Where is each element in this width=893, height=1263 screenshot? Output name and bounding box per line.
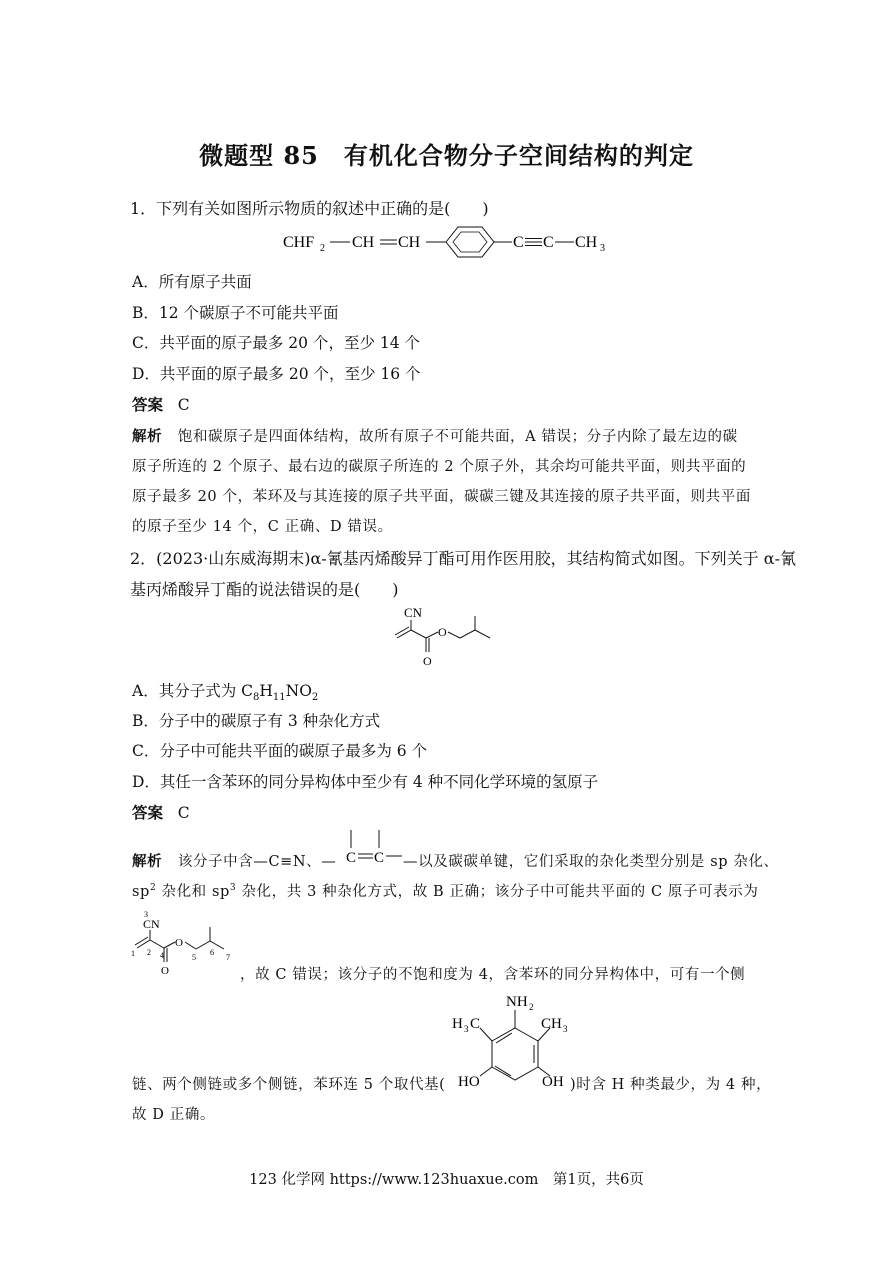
q2-option-a-no: NO [285, 682, 312, 700]
q2-option-c: C．分子中可能共平面的碳原子最多为 6 个 [132, 742, 428, 760]
q2-analysis-line-5: 故 D 正确。 [132, 1107, 216, 1123]
question-1-stem: 1．下列有关如图所示物质的叙述中正确的是( ) [130, 199, 489, 218]
numbered-cn-label: CN [143, 917, 160, 931]
svg-text:2: 2 [147, 948, 151, 957]
ch-label-2: CH [398, 234, 421, 251]
q2-option-a [132, 679, 318, 703]
q2-analysis-mid: 杂化和 sp [156, 884, 230, 900]
oh-label: OH [542, 1074, 564, 1090]
q2-analysis-sp2: sp [132, 884, 150, 900]
question-2-structure [390, 600, 510, 670]
nh2-label: NH [506, 994, 528, 1010]
q2-analysis-line-4a: 链、两个侧链或多个侧链，苯环连 5 个取代基( [132, 1077, 446, 1093]
svg-text:4: 4 [160, 951, 164, 960]
question-2-stem-line-1: 2．(2023·山东威海期末)α-氰基丙烯酸异丁酯可用作医用胶，其结构简式如图。下列关于 α-氰 [130, 549, 796, 568]
chf-label: CHF [283, 234, 315, 251]
q1-answer [132, 393, 190, 415]
q2-analysis-text-1b: —以及碳碳单键，它们采取的杂化类型分别是 sp 杂化、 [403, 854, 779, 870]
svg-text:5: 5 [192, 953, 196, 962]
inline-alkene-fragment [330, 828, 410, 872]
ch3-subscript: 3 [600, 243, 605, 254]
q2-answer-label: 答案 [132, 803, 164, 822]
q1-option-d: D．共平面的原子最多 20 个，至少 16 个 [132, 365, 421, 383]
numbered-carbon-structure [128, 908, 240, 980]
q2-answer-value: C [177, 804, 190, 822]
q2-analysis-line-4b: )时含 H 种类最少，为 4 种， [570, 1077, 772, 1093]
ch3-right-subscript: 3 [563, 1024, 568, 1034]
q2-analysis-line-1 [132, 850, 336, 871]
q2-option-a-h-count: 11 [272, 692, 286, 704]
alkene-c-2: C [374, 850, 385, 866]
q1-analysis-line-4: 的原子至少 14 个，C 正确、D 错误。 [132, 519, 393, 535]
q2-option-a-prefix: A．其分子式为 C [132, 682, 253, 700]
question-1-structure [280, 222, 620, 262]
chf-subscript: 2 [320, 243, 325, 254]
substituted-benzene-structure [450, 988, 590, 1094]
svg-text:1: 1 [131, 949, 135, 958]
c-label-2: C [543, 234, 554, 251]
q1-option-a: A．所有原子共面 [132, 273, 252, 291]
cn-label: CN [404, 605, 423, 620]
q2-analysis-line-2 [132, 880, 759, 901]
q1-analysis-line-2: 原子所连的 2 个原子、最右边的碳原子所连的 2 个原子外，其余均可能共平面，则共平面的 [132, 459, 747, 475]
page-footer: 123 化学网 https://www.123huaxue.com 第1页，共6页 [249, 1172, 644, 1188]
q1-answer-value: C [177, 396, 190, 414]
page-title: 微题型 85 有机化合物分子空间结构的判定 [199, 141, 694, 170]
q1-option-c: C．共平面的原子最多 20 个，至少 14 个 [132, 334, 421, 352]
question-2-stem-line-2: 基丙烯酸异丁酯的说法错误的是( ) [130, 580, 399, 599]
q2-option-a-o-count: 2 [311, 692, 319, 704]
q2-option-b: B．分子中的碳原子有 3 种杂化方式 [132, 712, 381, 730]
q2-option-d: D．其任一含苯环的同分异构体中至少有 4 种不同化学环境的氢原子 [132, 773, 599, 791]
svg-text:6: 6 [210, 948, 214, 957]
nh2-subscript: 2 [529, 1002, 534, 1012]
q2-answer [132, 801, 190, 823]
svg-text:3: 3 [144, 910, 148, 919]
carbonyl-o-label: O [423, 654, 432, 668]
ester-o-label: O [438, 625, 447, 639]
ho-label: HO [458, 1074, 480, 1090]
svg-text:7: 7 [226, 953, 230, 962]
q2-analysis-sup-2: 2 [149, 883, 157, 894]
q1-analysis-label: 解析 [132, 428, 163, 445]
alkene-c-1: C [346, 850, 357, 866]
h3c-subscript: 3 [464, 1024, 469, 1034]
q1-option-b: B．12 个碳原子不可能共平面 [132, 304, 339, 322]
q1-analysis-text-1: 饱和碳原子是四面体结构，故所有原子不可能共面，A 错误；分子内除了最左边的碳 [177, 429, 738, 445]
c-label-1: C [513, 234, 524, 251]
q2-analysis-rest: 杂化，共 3 种杂化方式，故 B 正确；该分子中可能共平面的 C 原子可表示为 [236, 884, 759, 900]
q2-analysis-label: 解析 [132, 853, 163, 870]
q2-analysis-sup-3: 3 [229, 883, 237, 894]
ch3-label: CH [575, 234, 598, 251]
h3c-label: H [452, 1016, 463, 1032]
h3c-carbon: C [470, 1016, 481, 1032]
svg-text:O: O [175, 937, 183, 949]
q2-option-a-h: H [259, 682, 273, 700]
ch3-right-label: CH [541, 1016, 562, 1032]
q2-option-a-c-count: 8 [252, 692, 260, 704]
q2-analysis-text-1a: 该分子中含—C≡N、— [177, 854, 337, 870]
q1-analysis-line-3: 原子最多 20 个，苯环及与其连接的原子共平面，碳碳三键及其连接的原子共平面，则共平面 [132, 489, 751, 505]
q1-analysis-line-1 [132, 425, 738, 446]
q1-answer-label: 答案 [132, 395, 164, 414]
svg-text:O: O [161, 965, 169, 977]
q2-analysis-line-3: ，故 C 错误；该分子的不饱和度为 4，含苯环的同分异构体中，可有一个侧 [240, 967, 746, 983]
ch-label-1: CH [352, 234, 375, 251]
